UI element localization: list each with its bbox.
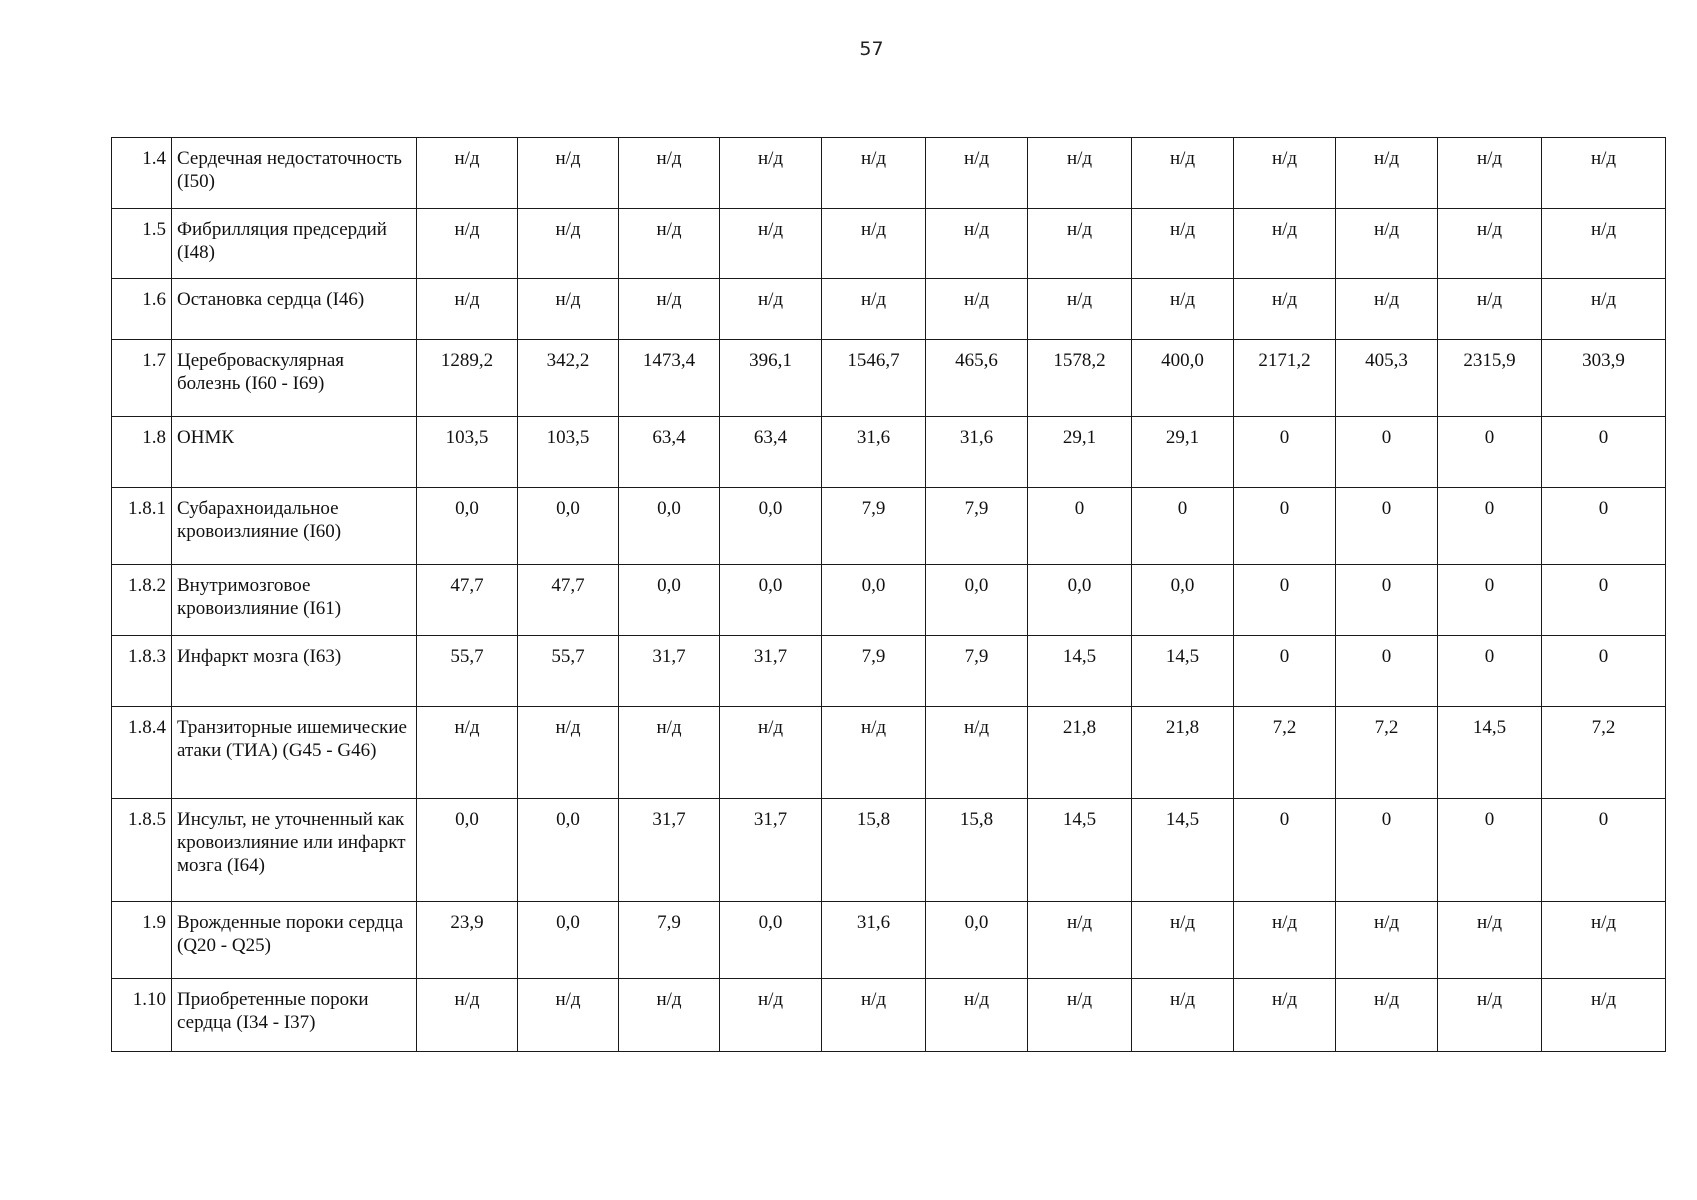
value-cell: 0,0 (619, 565, 720, 636)
row-number-cell: 1.5 (112, 209, 172, 279)
value-cell: 0,0 (1028, 565, 1132, 636)
value-cell: н/д (822, 979, 926, 1052)
value-cell: н/д (1028, 138, 1132, 209)
indicator-name-cell: Внутримозговое кровоизлияние (I61) (172, 565, 417, 636)
value-cell: н/д (1336, 138, 1438, 209)
value-cell: 15,8 (926, 799, 1028, 902)
value-cell: н/д (720, 279, 822, 340)
value-cell: н/д (1028, 902, 1132, 979)
row-number-cell: 1.8.4 (112, 707, 172, 799)
value-cell: 0,0 (926, 902, 1028, 979)
value-cell: н/д (1028, 209, 1132, 279)
value-cell: н/д (518, 209, 619, 279)
value-cell: 103,5 (518, 417, 619, 488)
indicator-name-cell: Субарахноидальное кровоизлияние (I60) (172, 488, 417, 565)
value-cell: 14,5 (1132, 799, 1234, 902)
value-cell: н/д (1234, 138, 1336, 209)
value-cell: 0 (1336, 565, 1438, 636)
value-cell: н/д (619, 279, 720, 340)
table-row (112, 488, 1666, 565)
value-cell: 31,6 (926, 417, 1028, 488)
value-cell: н/д (518, 138, 619, 209)
value-cell: н/д (1028, 279, 1132, 340)
value-cell: 0,0 (619, 488, 720, 565)
table-body (112, 138, 1666, 1052)
indicator-name-cell: Цереброваскулярная болезнь (I60 - I69) (172, 340, 417, 417)
value-cell: 7,9 (926, 636, 1028, 707)
value-cell: 0,0 (417, 799, 518, 902)
table-row (112, 417, 1666, 488)
value-cell: 0 (1336, 799, 1438, 902)
value-cell: н/д (1234, 979, 1336, 1052)
value-cell: 23,9 (417, 902, 518, 979)
value-cell: 0 (1438, 565, 1542, 636)
value-cell: 0,0 (518, 799, 619, 902)
indicator-name-cell: Транзиторные ишемические атаки (ТИА) (G45 - G46) (172, 707, 417, 799)
value-cell: н/д (1542, 902, 1666, 979)
value-cell: н/д (822, 707, 926, 799)
value-cell: н/д (619, 707, 720, 799)
value-cell: н/д (822, 138, 926, 209)
row-number-cell: 1.9 (112, 902, 172, 979)
value-cell: н/д (1542, 979, 1666, 1052)
row-number-cell: 1.8.3 (112, 636, 172, 707)
value-cell: н/д (417, 209, 518, 279)
value-cell: 7,9 (822, 636, 926, 707)
value-cell: н/д (1234, 902, 1336, 979)
indicator-name-cell: Инфаркт мозга (I63) (172, 636, 417, 707)
value-cell: 14,5 (1028, 799, 1132, 902)
value-cell: н/д (619, 209, 720, 279)
value-cell: н/д (1336, 279, 1438, 340)
value-cell: 0 (1028, 488, 1132, 565)
value-cell: 0,0 (720, 488, 822, 565)
indicator-name-cell: Фибрилляция предсердий (I48) (172, 209, 417, 279)
value-cell: н/д (1438, 279, 1542, 340)
value-cell: н/д (619, 979, 720, 1052)
value-cell: н/д (926, 979, 1028, 1052)
value-cell: 63,4 (619, 417, 720, 488)
table-row (112, 707, 1666, 799)
value-cell: 465,6 (926, 340, 1028, 417)
value-cell: н/д (822, 279, 926, 340)
value-cell: н/д (720, 138, 822, 209)
table-row (112, 279, 1666, 340)
value-cell: 1546,7 (822, 340, 926, 417)
value-cell: н/д (1132, 209, 1234, 279)
table-row (112, 902, 1666, 979)
value-cell: 396,1 (720, 340, 822, 417)
table-row (112, 340, 1666, 417)
value-cell: 0,0 (926, 565, 1028, 636)
value-cell: н/д (1438, 902, 1542, 979)
value-cell: н/д (1234, 279, 1336, 340)
value-cell: 31,6 (822, 902, 926, 979)
value-cell: н/д (518, 279, 619, 340)
row-number-cell: 1.8.5 (112, 799, 172, 902)
value-cell: 7,2 (1542, 707, 1666, 799)
value-cell: 7,9 (926, 488, 1028, 565)
indicator-name-cell: Сердечная недостаточность (I50) (172, 138, 417, 209)
value-cell: 0 (1336, 417, 1438, 488)
statistics-table (111, 137, 1666, 1052)
value-cell: 0 (1542, 636, 1666, 707)
value-cell: 0 (1438, 636, 1542, 707)
value-cell: 0 (1438, 488, 1542, 565)
value-cell: н/д (926, 138, 1028, 209)
indicator-name-cell: Остановка сердца (I46) (172, 279, 417, 340)
value-cell: 7,2 (1336, 707, 1438, 799)
value-cell: 55,7 (417, 636, 518, 707)
value-cell: 21,8 (1132, 707, 1234, 799)
value-cell: 14,5 (1132, 636, 1234, 707)
value-cell: 0,0 (417, 488, 518, 565)
value-cell: н/д (1028, 979, 1132, 1052)
value-cell: н/д (926, 209, 1028, 279)
value-cell: н/д (1542, 209, 1666, 279)
value-cell: н/д (1542, 138, 1666, 209)
value-cell: 31,7 (720, 636, 822, 707)
value-cell: н/д (1438, 979, 1542, 1052)
value-cell: н/д (1336, 979, 1438, 1052)
value-cell: 1289,2 (417, 340, 518, 417)
value-cell: 303,9 (1542, 340, 1666, 417)
value-cell: н/д (417, 138, 518, 209)
page-number: 57 (859, 38, 884, 60)
row-number-cell: 1.8.1 (112, 488, 172, 565)
value-cell: 29,1 (1028, 417, 1132, 488)
value-cell: 0,0 (720, 565, 822, 636)
value-cell: н/д (1132, 979, 1234, 1052)
value-cell: 7,2 (1234, 707, 1336, 799)
value-cell: н/д (417, 707, 518, 799)
value-cell: н/д (926, 707, 1028, 799)
row-number-cell: 1.8.2 (112, 565, 172, 636)
value-cell: 0 (1542, 417, 1666, 488)
value-cell: 0,0 (518, 488, 619, 565)
value-cell: 29,1 (1132, 417, 1234, 488)
value-cell: 0 (1336, 488, 1438, 565)
value-cell: 47,7 (417, 565, 518, 636)
value-cell: 14,5 (1438, 707, 1542, 799)
table-row (112, 979, 1666, 1052)
value-cell: 7,9 (822, 488, 926, 565)
value-cell: 2171,2 (1234, 340, 1336, 417)
table-row (112, 209, 1666, 279)
value-cell: 14,5 (1028, 636, 1132, 707)
value-cell: 31,7 (619, 636, 720, 707)
value-cell: н/д (619, 138, 720, 209)
row-number-cell: 1.8 (112, 417, 172, 488)
table-row (112, 138, 1666, 209)
value-cell: н/д (1132, 902, 1234, 979)
value-cell: 342,2 (518, 340, 619, 417)
indicator-name-cell: Врожденные пороки сердца (Q20 - Q25) (172, 902, 417, 979)
indicator-name-cell: ОНМК (172, 417, 417, 488)
value-cell: н/д (1336, 902, 1438, 979)
value-cell: 15,8 (822, 799, 926, 902)
value-cell: н/д (926, 279, 1028, 340)
indicator-name-cell: Инсульт, не уточненный как кровоизлияние или инфаркт мозга (I64) (172, 799, 417, 902)
value-cell: н/д (1336, 209, 1438, 279)
value-cell: 0 (1542, 799, 1666, 902)
value-cell: 0 (1542, 488, 1666, 565)
value-cell: 400,0 (1132, 340, 1234, 417)
value-cell: 0 (1542, 565, 1666, 636)
value-cell: 0 (1438, 799, 1542, 902)
value-cell: н/д (417, 979, 518, 1052)
value-cell: 47,7 (518, 565, 619, 636)
value-cell: н/д (1132, 279, 1234, 340)
row-number-cell: 1.10 (112, 979, 172, 1052)
value-cell: 0,0 (518, 902, 619, 979)
value-cell: 0,0 (1132, 565, 1234, 636)
value-cell: 7,9 (619, 902, 720, 979)
value-cell: н/д (822, 209, 926, 279)
indicator-name-cell: Приобретенные пороки сердца (I34 - I37) (172, 979, 417, 1052)
table-row (112, 565, 1666, 636)
value-cell: 0 (1336, 636, 1438, 707)
table-row (112, 799, 1666, 902)
value-cell: н/д (1438, 209, 1542, 279)
value-cell: н/д (1132, 138, 1234, 209)
value-cell: 0 (1234, 636, 1336, 707)
value-cell: 0,0 (822, 565, 926, 636)
value-cell: 0 (1438, 417, 1542, 488)
value-cell: 55,7 (518, 636, 619, 707)
value-cell: 0 (1234, 488, 1336, 565)
value-cell: 31,7 (720, 799, 822, 902)
value-cell: 31,6 (822, 417, 926, 488)
value-cell: н/д (417, 279, 518, 340)
value-cell: 2315,9 (1438, 340, 1542, 417)
value-cell: 1578,2 (1028, 340, 1132, 417)
row-number-cell: 1.7 (112, 340, 172, 417)
value-cell: н/д (518, 707, 619, 799)
value-cell: н/д (720, 979, 822, 1052)
row-number-cell: 1.4 (112, 138, 172, 209)
value-cell: н/д (1438, 138, 1542, 209)
row-number-cell: 1.6 (112, 279, 172, 340)
value-cell: н/д (1234, 209, 1336, 279)
table-row (112, 636, 1666, 707)
value-cell: н/д (1542, 279, 1666, 340)
value-cell: 0 (1234, 417, 1336, 488)
value-cell: 31,7 (619, 799, 720, 902)
value-cell: 405,3 (1336, 340, 1438, 417)
value-cell: 0 (1132, 488, 1234, 565)
value-cell: 0,0 (720, 902, 822, 979)
value-cell: 21,8 (1028, 707, 1132, 799)
value-cell: 0 (1234, 565, 1336, 636)
value-cell: 103,5 (417, 417, 518, 488)
value-cell: н/д (518, 979, 619, 1052)
value-cell: 1473,4 (619, 340, 720, 417)
value-cell: 63,4 (720, 417, 822, 488)
value-cell: 0 (1234, 799, 1336, 902)
value-cell: н/д (720, 707, 822, 799)
value-cell: н/д (720, 209, 822, 279)
